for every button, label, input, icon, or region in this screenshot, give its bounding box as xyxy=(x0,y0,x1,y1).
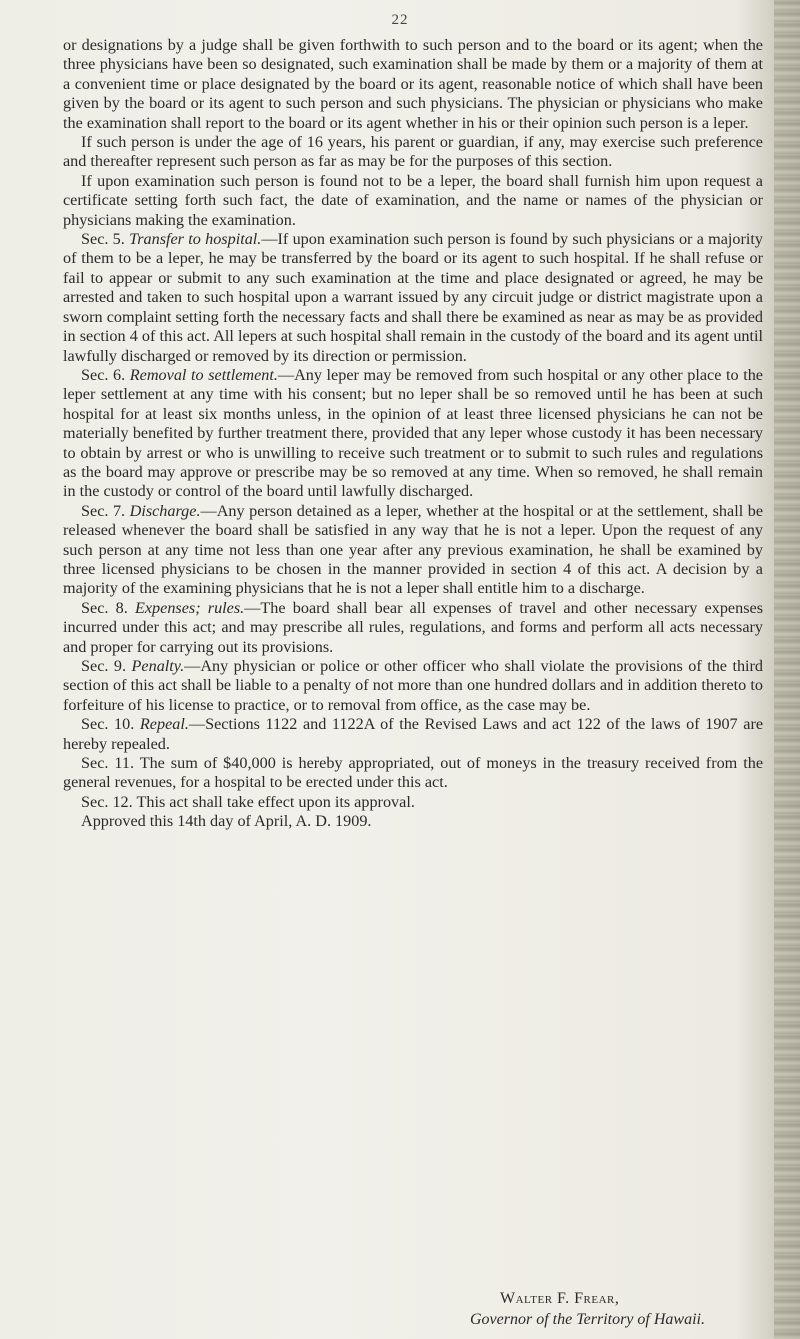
section-label: Sec. 12. xyxy=(81,792,133,811)
section-label: Sec. 7. xyxy=(81,501,126,520)
section-label: Sec. 6. xyxy=(81,365,126,384)
section-label: Sec. 5. xyxy=(81,230,125,249)
paragraph: or designations by a judge shall be given forthwith to such person and to the board or its agent; when the three physicians have been so designated, such examination shall be made by them or a majority of them at a convenient time or place designated by the board or its agent, reasonable notice of which shall have been given by the board or its agent to such person and such physicians. The physician or physicians who make the examination shall report to the board or its agent whether in his or their opinion such person is a leper. xyxy=(63,36,763,132)
section-text: —If upon examination such person is found by such physicians or a majority of them to be a leper, he may be transferred by the board or its agent to such hospital. If he shall refuse or fail to appear or submit to any such examination at the time and place designated or agreed, he may be arrested and taken to such hospital upon a warrant issued by any circuit judge or district magistrate upon a sworn complaint setting forth the necessary facts and shall there be examined as near as may be as provided in section 4 of this act. All lepers at such hospital shall remain in the custody of the board and its agent until lawfully discharged or removed by its direction or permission. xyxy=(63,230,763,365)
approval-line: Approved this 14th day of April, A. D. 1909. xyxy=(81,812,372,831)
section-8 xyxy=(63,599,763,657)
signature-title: Governor of the Territory of Hawaii. xyxy=(470,1311,705,1328)
section-text: —The board shall bear all expenses of travel and other necessary expenses incurred under this act; and may prescribe all rules, regulations, and forms and perform all acts necessary and proper for carrying out its provisions. xyxy=(63,598,763,656)
section-6 xyxy=(63,366,763,502)
section-text: —Any person detained as a leper, whether at the hospital or at the settlement, shall be released whenever the board shall be satisfied in any way that he is not a leper. Upon the request of any such person at any time not less than one year after any previous examination, he shall be examined by three licensed physicians to be chosen in the manner provided in section 4 of this act. A decision by a majority of the examining physicians that he is not a leper shall entitle him to a discharge. xyxy=(63,501,764,598)
document-body xyxy=(63,36,763,832)
section-10 xyxy=(63,715,763,754)
section-12 xyxy=(63,793,763,812)
section-heading: Discharge. xyxy=(129,501,201,520)
section-heading: Penalty. xyxy=(131,657,185,675)
section-label: Sec. 8. xyxy=(81,598,128,617)
section-label: Sec. 9. xyxy=(81,657,127,675)
signature-name: Walter F. Frear, xyxy=(500,1290,620,1307)
section-text: —Any physician or police or other officer who shall violate the provisions of the third section of this act shall be liable to a penalty of not more than one hundred dollars and in addition thereto to forfeiture of his license to practice, or to removal from office, as the case may be. xyxy=(63,657,764,714)
section-text: —Sections 1122 and 1122A of the Revised Laws and act 122 of the laws of 1907 are hereby repealed. xyxy=(63,715,764,753)
page-edge-shadow xyxy=(774,0,800,1339)
section-heading: Transfer to hospital. xyxy=(129,230,262,249)
section-text: The sum of $40,000 is hereby appropriated, out of moneys in the treasury received from the general revenues, for a hospital to be erected under this act. xyxy=(63,754,763,792)
paragraph: If such person is under the age of 16 years, his parent or guardian, if any, may exercise such preference and thereafter represent such person as far as may be for the purposes of this section. xyxy=(63,133,763,171)
section-text: This act shall take effect upon its approval. xyxy=(136,792,415,811)
section-heading: Expenses; rules. xyxy=(134,598,245,617)
page-number: 22 xyxy=(391,12,409,28)
section-5 xyxy=(63,230,763,366)
section-9 xyxy=(63,657,763,715)
section-label: Sec. 10. xyxy=(81,715,135,734)
section-7 xyxy=(63,502,763,599)
section-heading: Removal to settlement. xyxy=(129,365,278,384)
section-text: —Any leper may be removed from such hospital or any other place to the leper settlement at any time with his consent; but no leper shall be so removed until he has been at such hospital for at least six months unless, in the opinion of at least three licensed physicians he can not be materially benefited by further treatment there, provided that any leper whose custody it has been necessary to obtain by arrest or who is unwilling to receive such treatment or to submit to such rules and regulations as the board may approve or prescribe may be so removed at any time. When so removed, he shall remain in the custody or control of the board until lawfully discharged. xyxy=(63,365,763,501)
section-label: Sec. 11. xyxy=(81,754,135,773)
section-heading: Repeal. xyxy=(139,715,189,734)
section-11 xyxy=(63,754,763,793)
paragraph: If upon examination such person is found not to be a leper, the board shall furnish him upon request a certificate setting forth such fact, the date of examination, and the name or names of the physician or physicians making the examination. xyxy=(63,171,763,229)
